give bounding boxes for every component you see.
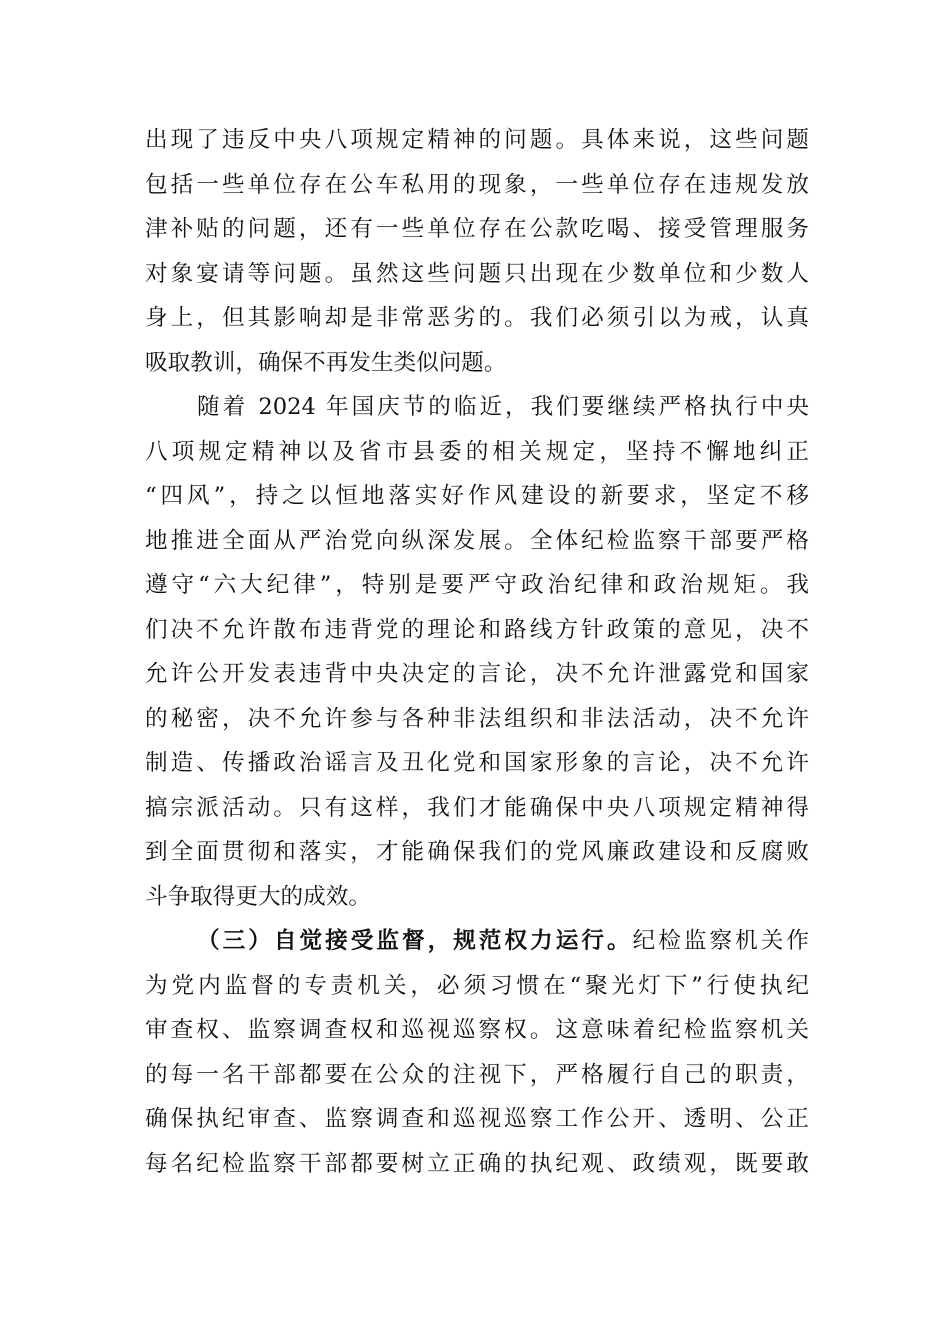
text-line: 吸取教训，确保不再发生类似问题。 — [145, 349, 507, 376]
text-line: “四风”，持之以恒地落实好作风建设的新要求，坚定不移 — [145, 483, 809, 509]
text-line: 审查权、监察调查权和巡视巡察权。这意味着纪检监察机关 — [145, 1017, 809, 1043]
paragraph — [145, 385, 809, 919]
text-line: 身上，但其影响却是非常恶劣的。我们必须引以为戒，认真 — [145, 305, 809, 331]
text-line: 对象宴请等问题。虽然这些问题只出现在少数单位和少数人 — [145, 260, 809, 287]
document-body — [145, 118, 809, 1186]
text-line: 制造、传播政治谣言及丑化党和国家形象的言论，决不允许 — [145, 750, 809, 776]
section-heading: （三）自觉接受监督，规范权力运行。 — [197, 928, 633, 954]
text-line: 搞宗派活动。只有这样，我们才能确保中央八项规定精神得 — [145, 794, 809, 821]
paragraph — [145, 118, 809, 385]
paragraph — [145, 919, 809, 1186]
text-line: 每名纪检监察干部都要树立正确的执纪观、政绩观，既要敢 — [145, 1150, 809, 1177]
text-line: 津补贴的问题，还有一些单位存在公款吃喝、接受管理服务 — [145, 216, 809, 242]
text-line: 地推进全面从严治党向纵深发展。全体纪检监察干部要严格 — [145, 527, 809, 554]
text-line: 包括一些单位存在公车私用的现象，一些单位存在违规发放 — [145, 171, 809, 198]
text-line: 的秘密，决不允许参与各种非法组织和非法活动，决不允许 — [145, 705, 809, 732]
text-line: 到全面贯彻和落实，才能确保我们的党风廉政建设和反腐败 — [145, 839, 809, 865]
text-line: 为党内监督的专责机关，必须习惯在“聚光灯下”行使执纪 — [145, 972, 809, 999]
text-line: 随着 2024 年国庆节的临近，我们要继续严格执行中央 — [197, 394, 809, 420]
heading-continuation: 纪检监察机关作 — [632, 928, 810, 954]
text-line: 八项规定精神以及省市县委的相关规定，坚持不懈地纠正 — [145, 438, 809, 465]
text-line: 遵守“六大纪律”，特别是要严守政治纪律和政治规矩。我 — [145, 572, 809, 598]
text-line: 的每一名干部都要在公众的注视下，严格履行自己的职责， — [145, 1061, 809, 1088]
text-line: 允许公开发表违背中央决定的言论，决不允许泄露党和国家 — [145, 661, 809, 687]
text-line: 斗争取得更大的成效。 — [145, 883, 371, 910]
text-line — [145, 919, 809, 964]
text-line: 们决不允许散布违背党的理论和路线方针政策的意见，决不 — [145, 616, 809, 643]
text-line: 确保执纪审查、监察调查和巡视巡察工作公开、透明、公正 — [145, 1106, 809, 1132]
text-line: 出现了违反中央八项规定精神的问题。具体来说，这些问题 — [145, 127, 809, 153]
